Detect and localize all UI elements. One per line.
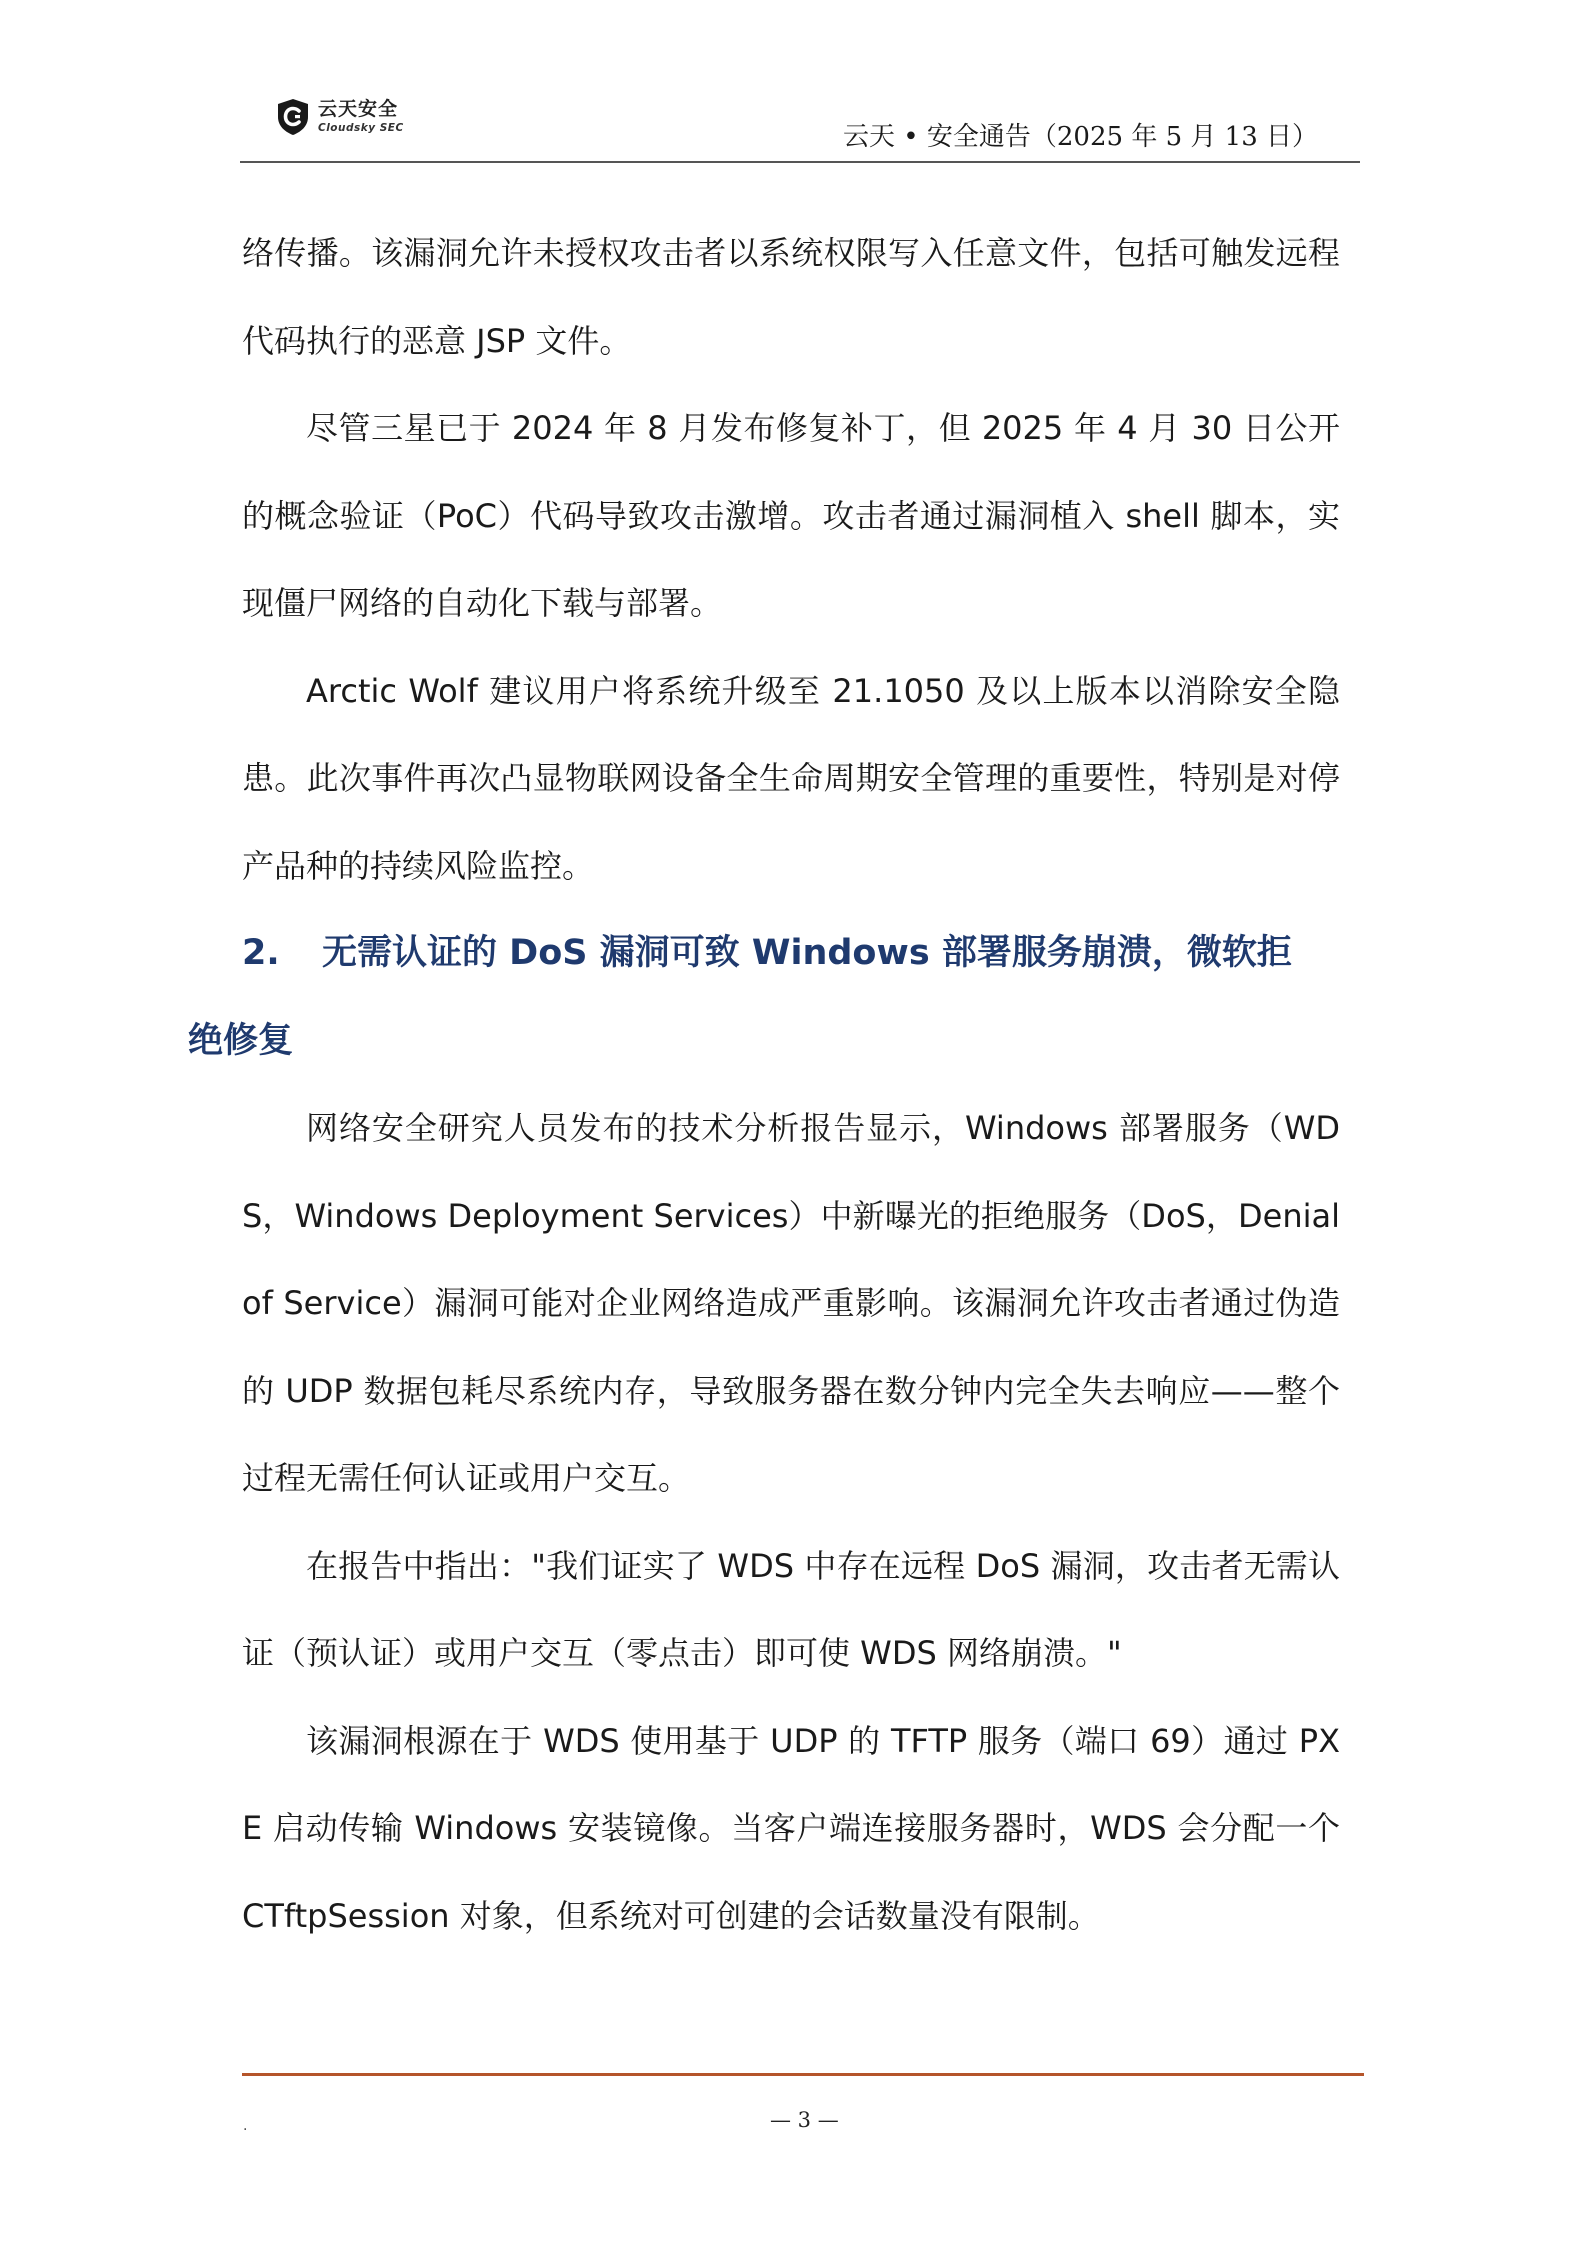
paragraph-root-cause: 该漏洞根源在于 WDS 使用基于 UDP 的 TFTP 服务（端口 69）通过 PXE 启动传输 Windows 安装镜像。当客户端连接服务器时，WDS 会分配一个 CTftpSession 对象，但系统对可创建的会话数量没有限制。 [242,1721,1340,1935]
section-number: 2. [242,933,280,973]
page-number: — 3 — [770,2108,839,2132]
section-heading-continued [188,998,1340,1086]
page-header [240,92,1360,162]
section-title-line2: 绝修复 [188,1020,294,1061]
logo-chinese-name: 云天安全 [318,98,399,121]
paragraph-quote: 在报告中指出："我们证实了 WDS 中存在远程 DoS 漏洞，攻击者无需认证（预认证）或用户交互（零点击）即可使 WDS 网络崩溃。" [242,1546,1340,1672]
footer-mark: . [243,2118,248,2134]
paragraph-continued: 络传播。该漏洞允许未授权攻击者以系统权限写入任意文件，包括可触发远程代码执行的恶意 JSP 文件。 [242,234,1340,360]
section-heading [242,910,1340,998]
logo-english-name: Cloudsky SEC [318,122,404,135]
company-logo [276,98,404,136]
header-title: 云天 • 安全通告（2025 年 5 月 13 日） [843,122,1318,152]
paragraph-wds-overview: 网络安全研究人员发布的技术分析报告显示，Windows 部署服务（WDS，Windows Deployment Services）中新曝光的拒绝服务（DoS，Denial of Service）漏洞可能对企业网络造成严重影响。该漏洞允许攻击者通过伪造的 UDP 数据包耗尽系统内存，导致服务器在数分钟内完全失去响应——整个过程无需任何认证或用户交互。 [242,1109,1340,1497]
header-divider [240,161,1360,163]
footer-divider [242,2073,1364,2076]
paragraph-recommendation: Arctic Wolf 建议用户将系统升级至 21.1050 及以上版本以消除安全隐患。此次事件再次凸显物联网设备全生命周期安全管理的重要性，特别是对停产品种的持续风险监控。 [242,671,1340,885]
paragraph-patch-info: 尽管三星已于 2024 年 8 月发布修复补丁，但 2025 年 4 月 30 日公开的概念验证（PoC）代码导致攻击激增。攻击者通过漏洞植入 shell 脚本，实现僵尸网络的自动化下载与部署。 [242,409,1340,622]
section-title-line1: 无需认证的 DoS 漏洞可致 Windows 部署服务崩溃，微软拒 [322,933,1292,973]
shield-logo-icon [276,98,310,136]
document-body [188,210,1340,1960]
